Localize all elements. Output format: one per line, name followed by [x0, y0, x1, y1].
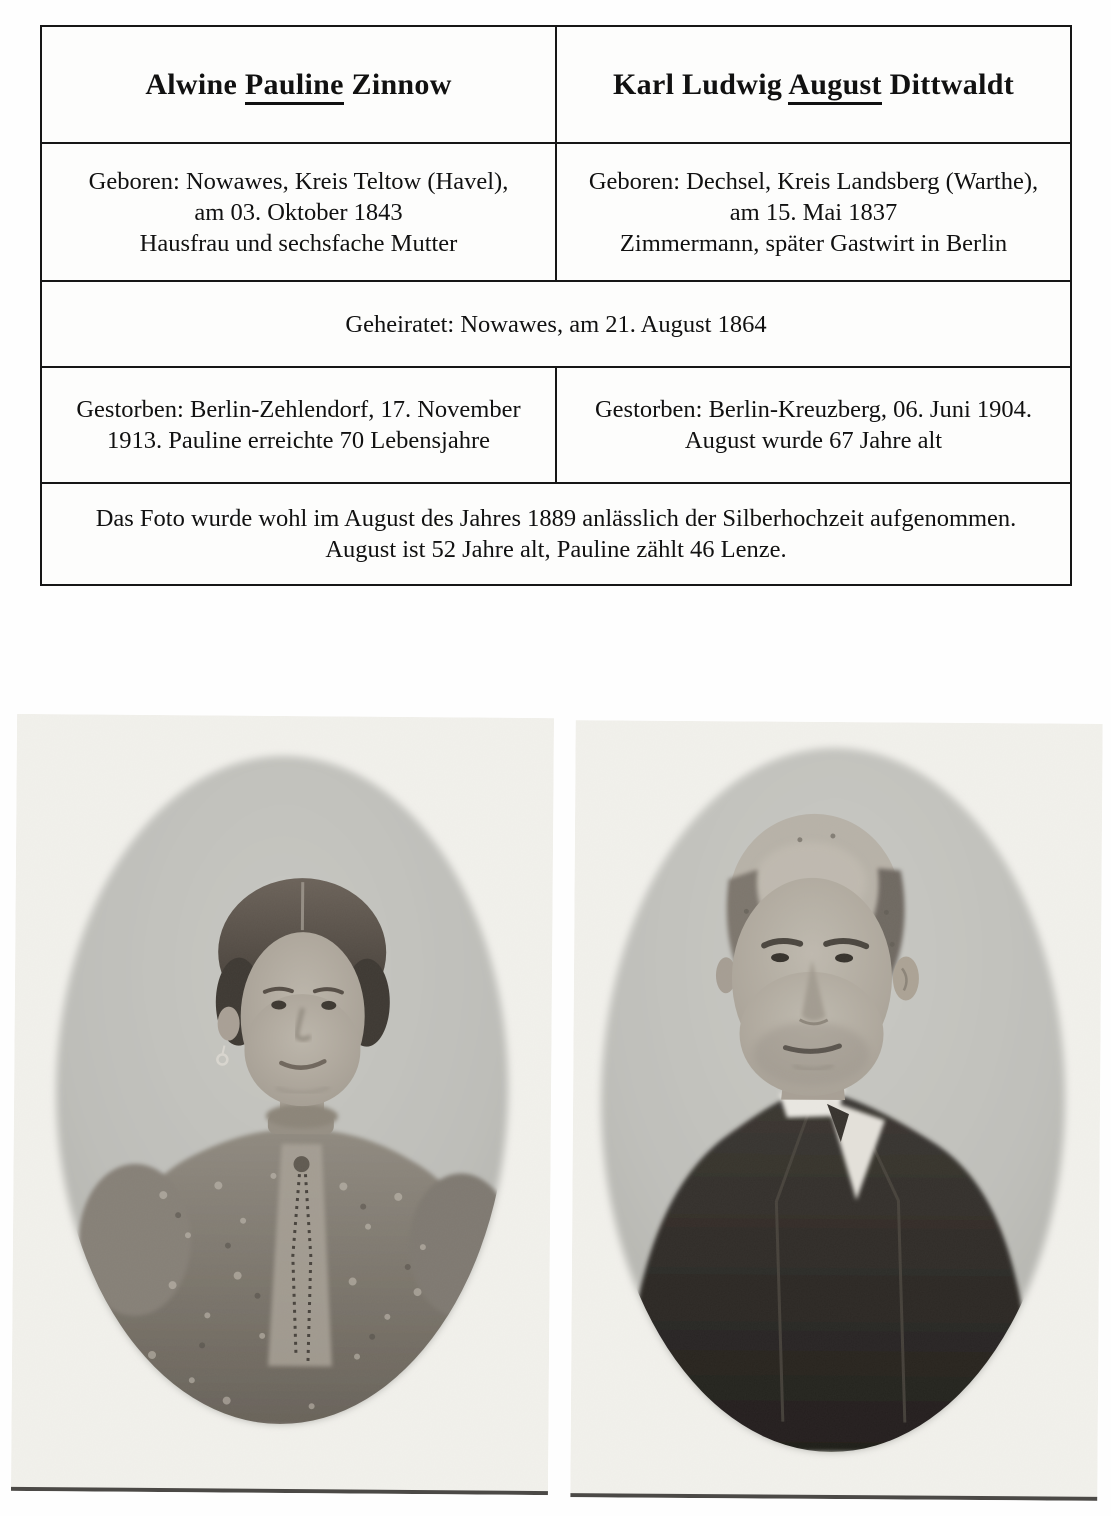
pauline-name-after: Zinnow — [343, 67, 452, 101]
august-name-underlined: August — [788, 68, 882, 105]
marriage-row — [42, 280, 1070, 366]
genealogy-table — [40, 25, 1072, 586]
august-birth-cell — [555, 144, 1070, 280]
pauline-birth-line: Geboren: Nowawes, Kreis Teltow (Havel), — [88, 167, 509, 195]
pauline-birth-cell — [42, 144, 555, 280]
pauline-birth-line: Hausfrau und sechsfache Mutter — [139, 229, 458, 257]
pauline-birth-line: am 03. Oktober 1843 — [194, 198, 403, 226]
august-name-cell — [555, 27, 1070, 142]
pauline-death-line: Gestorben: Berlin-Zehlendorf, 17. November — [76, 396, 521, 423]
photo-note-row — [42, 482, 1070, 584]
marriage-text: Geheiratet: Nowawes, am 21. August 1864 — [345, 310, 767, 338]
pauline-name-underlined: Pauline — [245, 68, 344, 105]
august-name — [613, 68, 1014, 102]
august-death-cell — [555, 368, 1070, 482]
photo-pauline — [11, 714, 554, 1495]
august-birth-line: Geboren: Dechsel, Kreis Landsberg (Warthe), — [588, 167, 1039, 195]
birth-row — [42, 142, 1070, 280]
pauline-death-line: 1913. Pauline erreichte 70 Lebensjahre — [106, 427, 490, 454]
pauline-portrait-svg — [11, 714, 554, 1495]
august-name-before: Karl Ludwig — [613, 67, 789, 101]
photo-note-cell — [42, 484, 1070, 584]
pauline-name — [145, 68, 451, 102]
photo-august — [570, 720, 1102, 1501]
pauline-name-cell — [42, 27, 555, 142]
august-birth-line: Zimmermann, später Gastwirt in Berlin — [619, 229, 1008, 257]
pauline-death-cell — [42, 368, 555, 482]
photo-note-line: Das Foto wurde wohl im August des Jahres 1889 anlässlich der Silberhochzeit aufgenommen. — [95, 505, 1017, 532]
august-death-line: August wurde 67 Jahre alt — [684, 427, 943, 454]
august-name-after: Dittwaldt — [881, 67, 1014, 101]
name-row — [42, 27, 1070, 142]
photo-note-line: August ist 52 Jahre alt, Pauline zählt 46 Lenze. — [325, 536, 787, 563]
death-row — [42, 366, 1070, 482]
marriage-cell — [42, 282, 1070, 366]
august-death-line: Gestorben: Berlin-Kreuzberg, 06. Juni 1904. — [594, 396, 1033, 423]
pauline-name-before: Alwine — [145, 67, 245, 101]
august-birth-line: am 15. Mai 1837 — [729, 198, 898, 226]
august-portrait-svg — [570, 720, 1102, 1501]
